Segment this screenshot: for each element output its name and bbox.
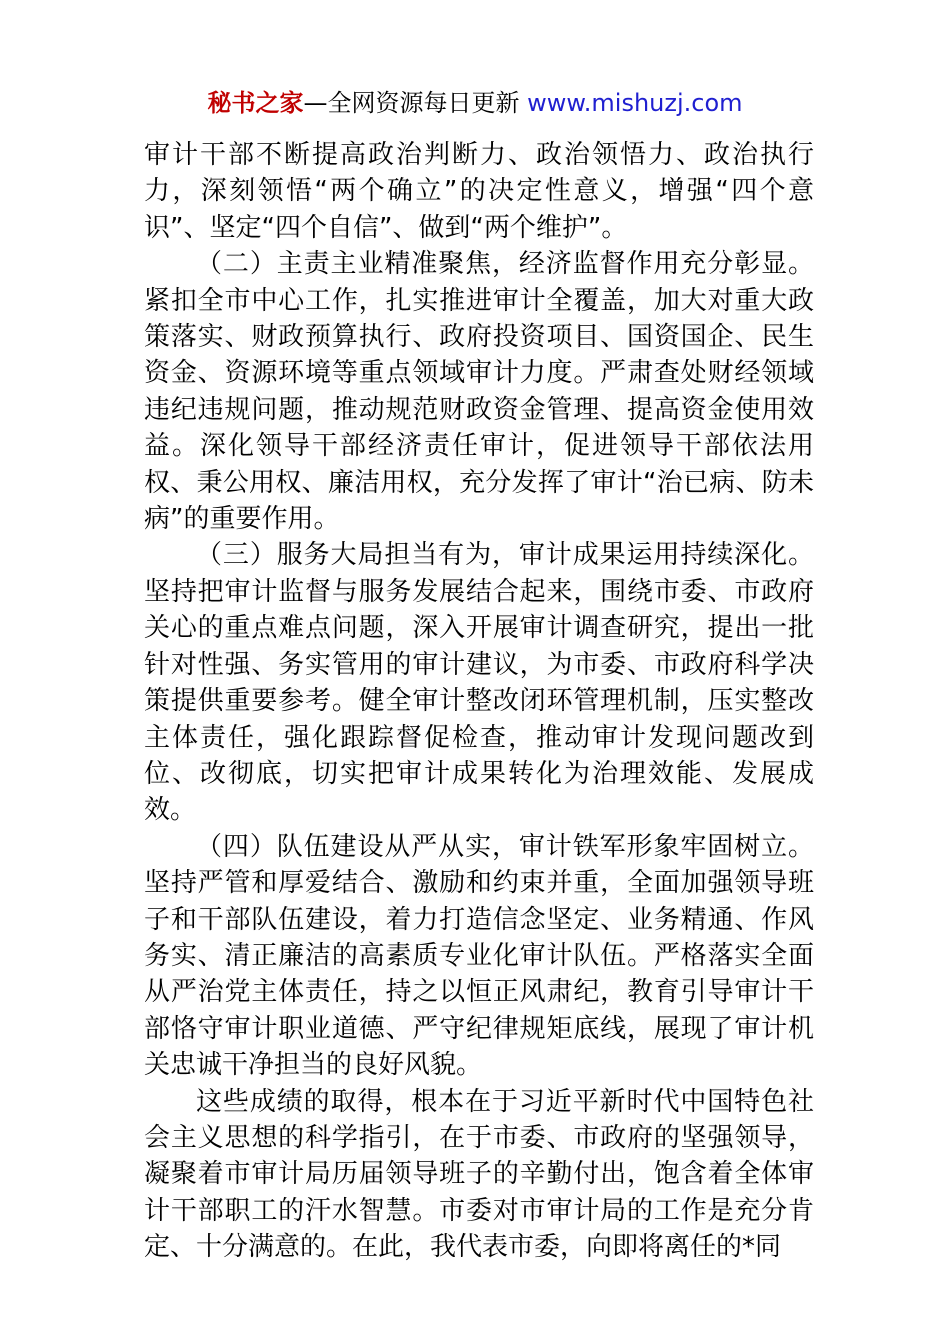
paragraph-section-4: （四）队伍建设从严从实，审计铁军形象牢固树立。坚持严管和厚爱结合、激励和约束并重，全面加强领导班子和干部队伍建设，着力打造信念坚定、业务精通、作风务实、清正廉洁的高素质专业化审计队伍。严格落实全面从严治党主体责任，持之以恒正风肃纪，教育引导审计干部恪守审计职业道德、严守纪律规矩底线，展现了审计机关忠诚干净担当的良好风貌。 [144,831,814,1081]
paragraph-summary: 这些成绩的取得，根本在于习近平新时代中国特色社会主义思想的科学指引，在于市委、市政府的坚强领导，凝聚着市审计局历届领导班子的辛勤付出，饱含着全体审计干部职工的汗水智慧。市委对市审计局的工作是充分肯定、十分满意的。在此，我代表市委，向即将离任的*同 [144,1086,814,1263]
site-url-link[interactable]: www.mishuzj.com [527,89,743,117]
paragraph-section-2: （二）主责主业精准聚焦，经济监督作用充分彰显。紧扣全市中心工作，扎实推进审计全覆盖，加大对重大政策落实、财政预算执行、政府投资项目、国资国企、民生资金、资源环境等重点领域审计力度。严肃查处财经领域违纪违规问题，推动规范财政资金管理、提高资金使用效益。深化领导干部经济责任审计，促进领导干部依法用权、秉公用权、廉洁用权，充分发挥了审计“治已病、防未病”的重要作用。 [144,249,814,535]
document-body [144,137,814,1266]
header-tagline: —全网资源每日更新 [303,89,528,117]
paragraph-continuation: 审计干部不断提高政治判断力、政治领悟力、政治执行力，深刻领悟“两个确立”的决定性意义，增强“四个意识”、坚定“四个自信”、做到“两个维护”。 [144,140,814,243]
brand-name: 秘书之家 [207,89,304,117]
site-header [0,86,950,120]
paragraph-section-3: （三）服务大局担当有为，审计成果运用持续深化。坚持把审计监督与服务发展结合起来，围绕市委、市政府关心的重点难点问题，深入开展审计调查研究，提出一批针对性强、务实管用的审计建议，为市委、市政府科学决策提供重要参考。健全审计整改闭环管理机制，压实整改主体责任，强化跟踪督促检查，推动审计发现问题改到位、改彻底，切实把审计成果转化为治理效能、发展成效。 [144,540,814,826]
